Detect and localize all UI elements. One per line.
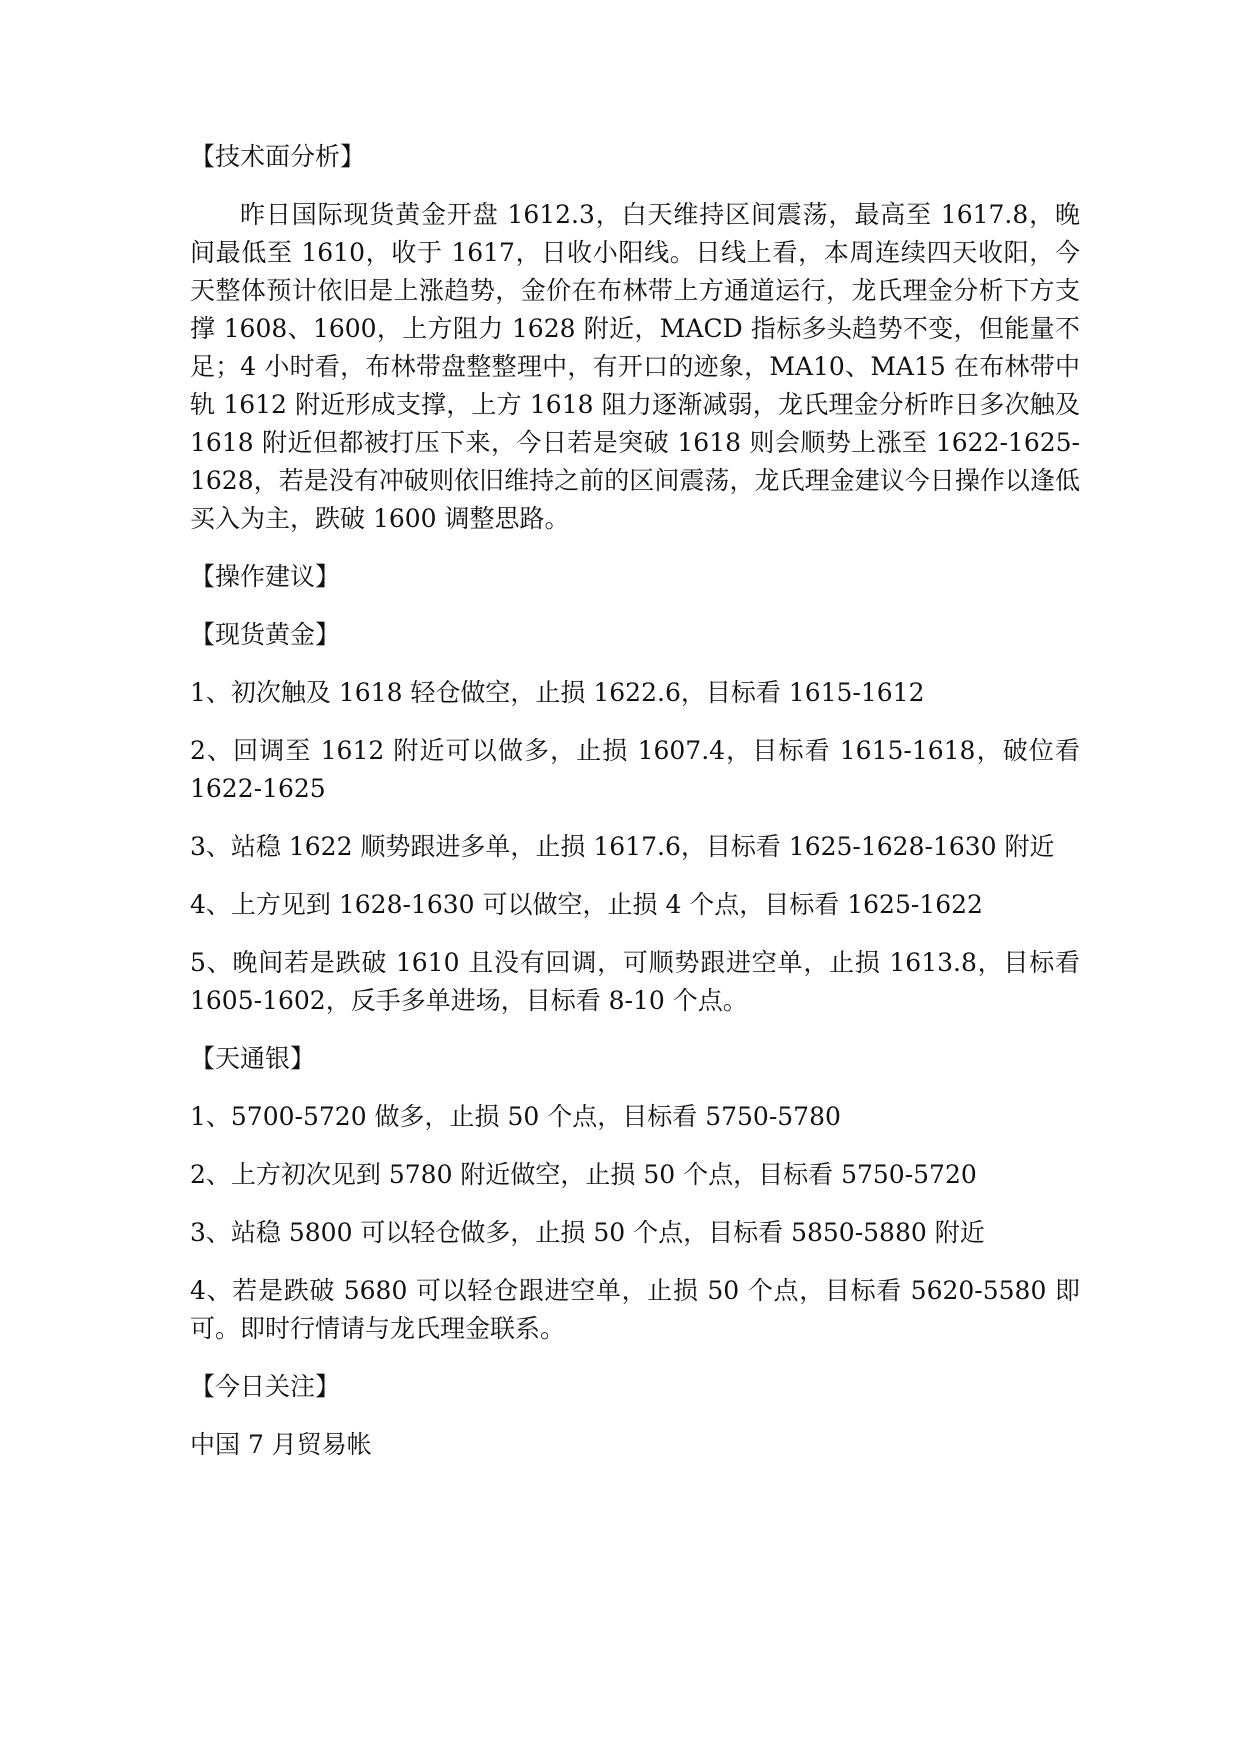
operation-advice-heading: 【操作建议】 bbox=[190, 562, 341, 591]
gold-advice-item: 3、站稳 1622 顺势跟进多单，止损 1617.6，目标看 1625-1628-1630 附近 bbox=[190, 832, 1055, 861]
spot-gold-heading: 【现货黄金】 bbox=[190, 620, 341, 649]
today-focus-heading: 【今日关注】 bbox=[190, 1372, 341, 1401]
silver-advice-item: 1、5700-5720 做多，止损 50 个点，目标看 5750-5780 bbox=[190, 1102, 841, 1131]
silver-advice-item: 3、站稳 5800 可以轻仓做多，止损 50 个点，目标看 5850-5880 附近 bbox=[190, 1218, 985, 1247]
gold-advice-item: 1、初次触及 1618 轻仓做空，止损 1622.6，目标看 1615-1612 bbox=[190, 678, 925, 707]
silver-advice-item: 2、上方初次见到 5780 附近做空，止损 50 个点，目标看 5750-5720 bbox=[190, 1160, 977, 1189]
silver-advice-item: 4、若是跌破 5680 可以轻仓跟进空单，止损 50 个点，目标看 5620-5580 即可。即时行情请与龙氏理金联系。 bbox=[190, 1276, 1080, 1343]
document-page bbox=[190, 138, 1080, 1484]
focus-item: 中国 7 月贸易帐 bbox=[190, 1430, 372, 1459]
gold-advice-item: 5、晚间若是跌破 1610 且没有回调，可顺势跟进空单，止损 1613.8，目标看 1605-1602，反手多单进场，目标看 8-10 个点。 bbox=[190, 948, 1080, 1015]
silver-heading: 【天通银】 bbox=[190, 1044, 316, 1073]
technical-analysis-heading: 【技术面分析】 bbox=[190, 142, 366, 171]
technical-analysis-paragraph: 昨日国际现货黄金开盘 1612.3，白天维持区间震荡，最高至 1617.8，晚间最低至 1610，收于 1617，日收小阳线。日线上看，本周连续四天收阳，今天整体预计依旧是上涨趋势，金价在布林带上方通道运行，龙氏理金分析下方支撑 1608、1600，上方阻力 1628 附近，MACD 指标多头趋势不变，但能量不足；4 小时看，布林带盘整整理中，有开口的迹象，MA10、MA15 在布林带中轨 1612 附近形成支撑，上方 1618 阻力逐渐减弱，龙氏理金分析昨日多次触及 1618 附近但都被打压下来，今日若是突破 1618 则会顺势上涨至 1622-1625-1628，若是没有冲破则依旧维持之前的区间震荡，龙氏理金建议今日操作以逢低买入为主，跌破 1600 调整思路。 bbox=[190, 200, 1080, 533]
gold-advice-item: 4、上方见到 1628-1630 可以做空，止损 4 个点，目标看 1625-1622 bbox=[190, 890, 983, 919]
gold-advice-item: 2、回调至 1612 附近可以做多，止损 1607.4，目标看 1615-1618，破位看 1622-1625 bbox=[190, 736, 1080, 803]
